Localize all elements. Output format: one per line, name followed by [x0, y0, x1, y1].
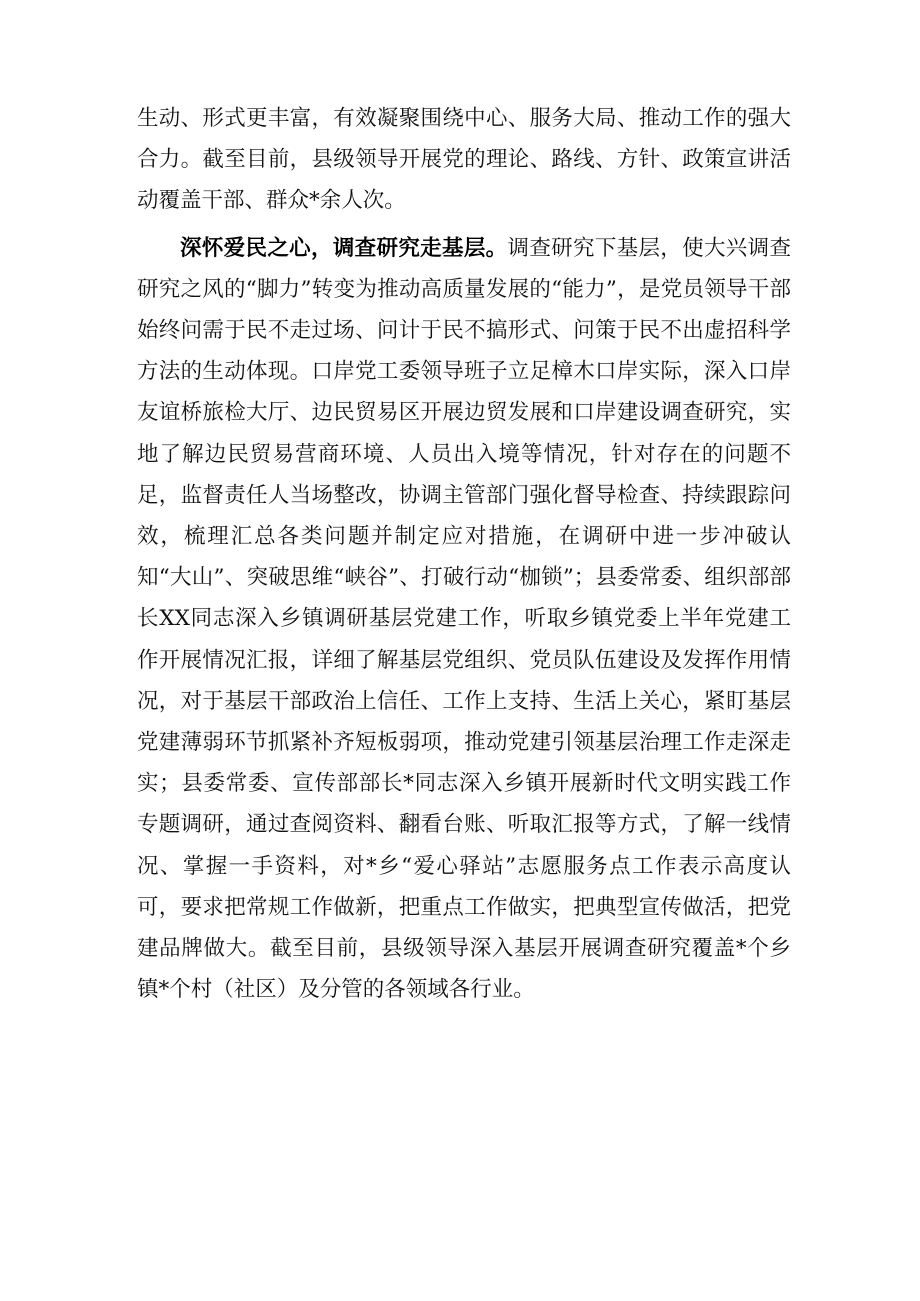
paragraph-investigation	[137, 228, 791, 1011]
paragraph-text: 调查研究下基层，使大兴调查研究之风的“脚力”转变为推动高质量发展的“能力”，是党员领导干部始终问需于民不走过场、问计于民不搞形式、问策于民不出虚招科学方法的生动体现。口岸党工委领导班子立足樟木口岸实际，深入口岸友谊桥旅检大厅、边民贸易区开展边贸发展和口岸建设调查研究，实地了解边民贸易营商环境、人员出入境等情况，针对存在的问题不足，监督责任人当场整改，协调主管部门强化督导检查、持续跟踪问效，梳理汇总各类问题并制定应对措施，在调研中进一步冲破认知“大山”、突破思维“峡谷”、打破行动“枷锁”；县委常委、组织部部长XX同志深入乡镇调研基层党建工作，听取乡镇党委上半年党建工作开展情况汇报，详细了解基层党组织、党员队伍建设及发挥作用情况，对于基层干部政治上信任、工作上支持、生活上关心，紧盯基层党建薄弱环节抓紧补齐短板弱项，推动党建引领基层治理工作走深走实；县委常委、宣传部部长*同志深入乡镇开展新时代文明实践工作专题调研，通过查阅资料、翻看台账、听取汇报等方式，了解一线情况、掌握一手资料，对*乡“爱心驿站”志愿服务点工作表示高度认可，要求把常规工作做新，把重点工作做实，把典型宣传做活，把党建品牌做大。截至目前，县级领导深入基层开展调查研究覆盖*个乡镇*个村（社区）及分管的各领域各行业。	[137, 235, 791, 1003]
paragraph-continuation	[137, 98, 791, 222]
document-body	[137, 98, 791, 1010]
paragraph-lead-heading: 深怀爱民之心，调查研究走基层。	[180, 235, 508, 261]
paragraph-text: 生动、形式更丰富，有效凝聚围绕中心、服务大局、推动工作的强大合力。截至目前，县级领导开展党的理论、路线、方针、政策宣讲活动覆盖干部、群众*余人次。	[137, 106, 791, 214]
